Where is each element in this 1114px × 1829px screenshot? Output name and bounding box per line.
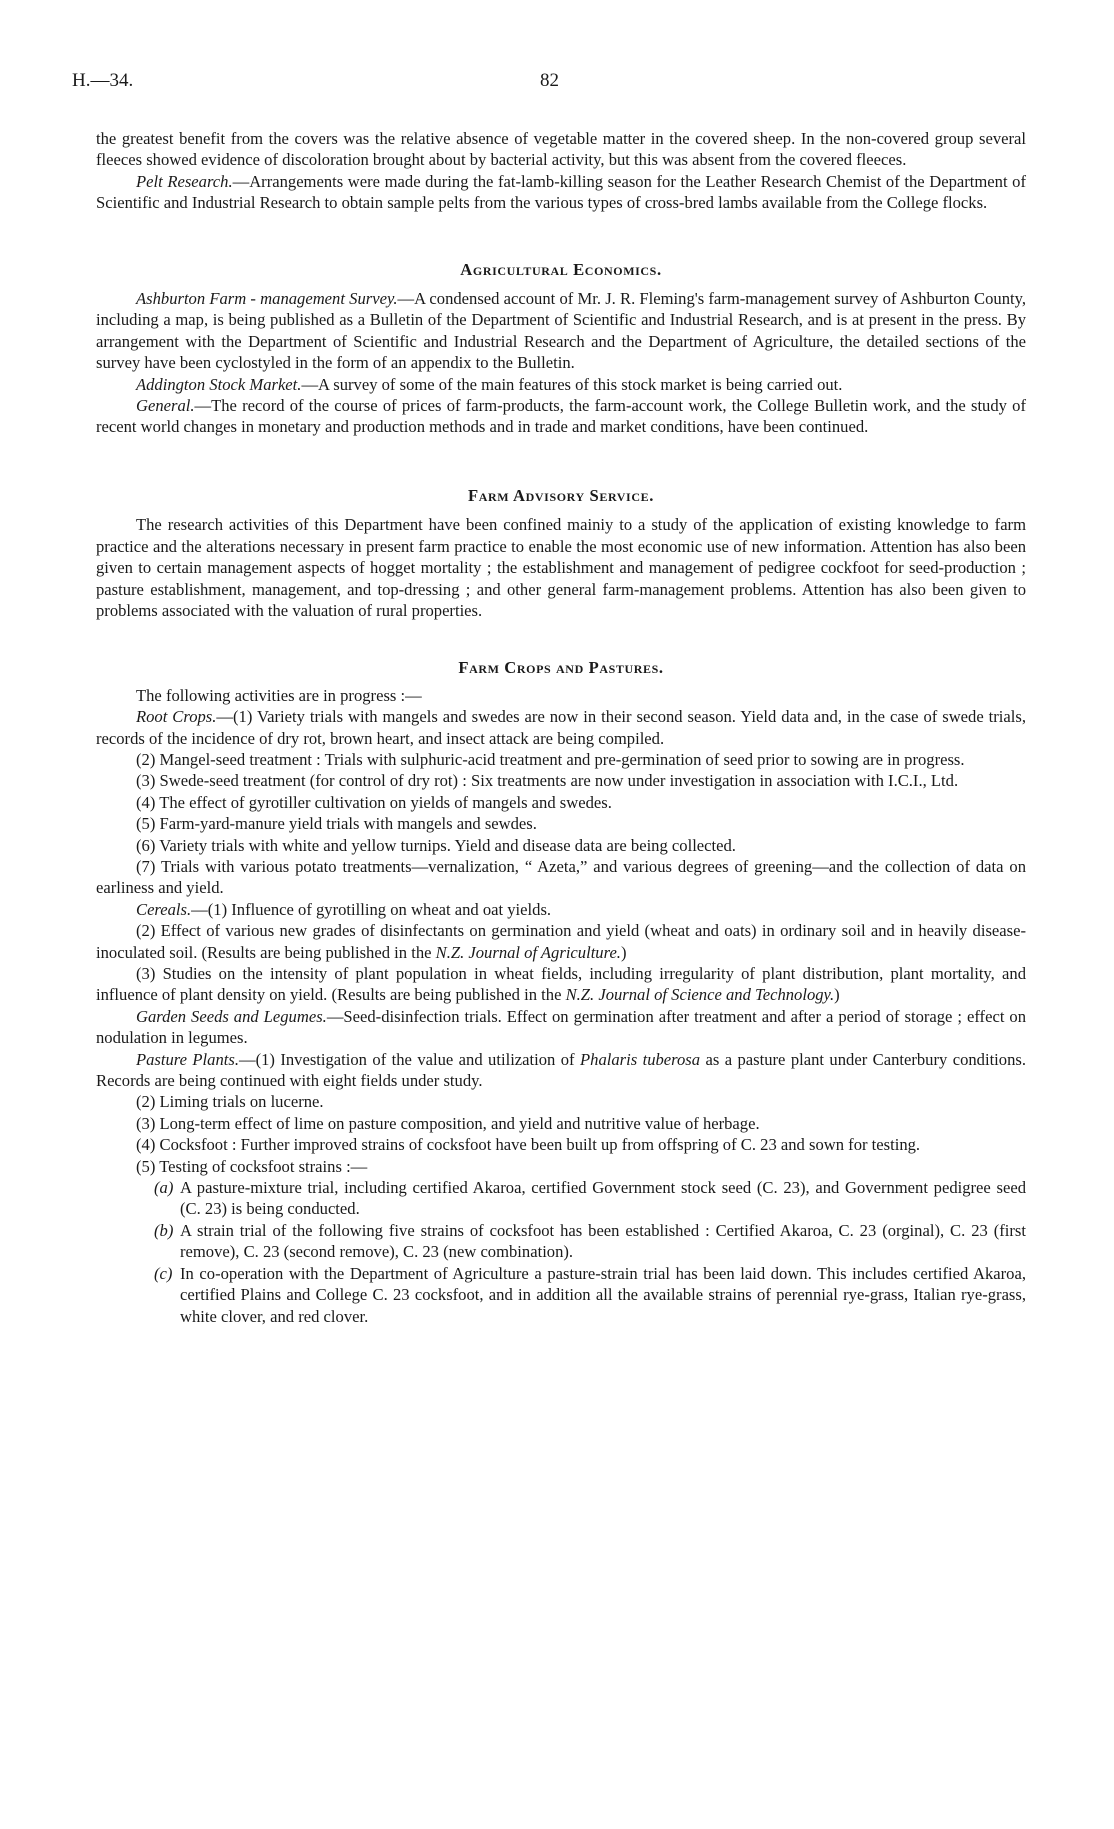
paragraph-root-crops-6: (6) Variety trials with white and yellow turnips. Yield and disease data are being collected. [136,835,736,855]
cereals-2-close: ) [620,942,627,962]
paragraph-general [96,395,1026,438]
paragraph-ashburton-survey [96,288,1026,374]
sub-item-text: A strain trial of the following five strains of cocksfoot has been established : Certified Akaroa, C. 23 (orginal), C. 23 (first remove), C. 23 (second remove), C. 23 (new combination). [180,1220,1026,1262]
general-text: —The record of the course of prices of farm-products, the farm-account work, the College Bulletin work, and the study of recent world changes in monetary and production methods and in trade and market conditions, have been continued. [96,396,1026,437]
paragraph-root-crops-3: (3) Swede-seed treatment (for control of dry rot) : Six treatments are now under investigation in association with I.C.I., Ltd. [136,771,959,791]
report-reference: H.—34. [72,70,134,91]
general-title: General. [136,396,195,416]
paragraph-cereals-1 [96,899,1026,920]
paragraph-pasture-4: (4) Cocksfoot : Further improved strains of cocksfoot have been built up from offspring of C. 23 and sown for testing. [136,1135,921,1155]
sub-item-a [154,1177,1026,1220]
sub-item-b [154,1220,1026,1263]
garden-seeds-text: —Seed-disinfection trials. Effect on germination after treatment and after a period of storage ; effect on nodulation in legumes. [96,1006,1026,1048]
sub-item-label: (c) [154,1263,173,1283]
sub-item-label: (a) [154,1178,174,1198]
paragraph-farm-advisory: The research activities of this Department have been confined mainiy to a study of the application of existing knowledge to farm practice and the alterations necessary in present farm practice to enable the most economic use of new information. Attention has also been given to certain management aspects of hogget mortality ; the establishment and management of pedigree cockfoot for seed-production ; pasture establishment, management, and top-dressing ; and other general farm-management problems. Attention has also been given to problems associated with the valuation of rural properties. [96,515,1026,620]
sub-item-text: In co-operation with the Department of Agriculture a pasture-strain trial has been laid down. This includes certified Akaroa, certified Plains and College C. 23 cocksfoot, and in addition all the available strains of perennial rye-grass, Italian rye-grass, white clover, and red clover. [180,1263,1026,1326]
sub-item-c [154,1263,1026,1327]
ashburton-text: —A condensed account of Mr. J. R. Fleming's farm-management survey of Ashburton County, including a map, is being published as a Bulletin of the Department of Scientific and Industrial Research, and is at present in the press. By arrangement with the Department of Scientific and Industrial Research and the Department of Agriculture, the detailed sections of the survey have been cyclostyled in the form of an appendix to the Bulletin. [96,289,1026,373]
section-heading-agricultural-economics: Agricultural Economics. [460,259,662,279]
paragraph-activities-intro: The following activities are in progress :— [136,685,422,705]
sub-item-label: (b) [154,1220,174,1240]
journal-agriculture: N.Z. Journal of Agriculture. [435,942,621,962]
paragraph-cereals-2 [96,920,1026,963]
paragraph-garden-seeds [96,1006,1026,1049]
page-header [0,70,1114,100]
cereals-2-text: (2) Effect of various new grades of disinfectants on germination and yield (wheat and oats) in ordinary soil and in heavily disease-inoculated soil. (Results are being published in the [96,921,1026,962]
section-heading-farm-advisory-service: Farm Advisory Service. [468,485,654,505]
garden-seeds-title: Garden Seeds and Legumes. [136,1006,327,1026]
paragraph-root-crops-7: (7) Trials with various potato treatments—vernalization, “ Azeta,” and various degrees of greening—and the collection of data on earliness and yield. [96,856,1026,898]
paragraph-pasture-1 [96,1049,1026,1092]
addington-title: Addington Stock Market. [136,374,302,394]
pelt-research-text: —Arrangements were made during the fat-lamb-killing season for the Leather Research Chemist of the Department of Scientific and Industrial Research to obtain sample pelts from the various types of cross-bred lambs available from the College flocks. [96,171,1026,213]
page-number: 82 [540,70,559,91]
sub-item-text: A pasture-mixture trial, including certified Akaroa, certified Government stock seed (C. 23), and Government pedigree seed (C. 23) is being conducted. [180,1178,1026,1219]
section-heading-farm-crops: Farm Crops and Pastures. [458,658,664,678]
paragraph-root-crops-2: (2) Mangel-seed treatment : Trials with sulphuric-acid treatment and pre-germination of seed prior to sowing are in progress. [136,749,965,769]
paragraph-cereals-3 [96,963,1026,1006]
pasture-1-text-end: as a pasture plant under Canterbury conditions. Records are being continued with eight fields under study. [96,1049,1026,1091]
document-body [96,128,1026,1327]
pasture-plants-title: Pasture Plants. [136,1049,239,1069]
cereals-1-text: —(1) Influence of gyrotilling on wheat and oat yields. [191,899,552,919]
paragraph-root-crops-4: (4) The effect of gyrotiller cultivation on yields of mangels and swedes. [136,792,612,812]
root-crops-1-text: —(1) Variety trials with mangels and swedes are now in their second season. Yield data and, in the case of swede trials, records of the incidence of dry rot, brown heart, and insect attack are being compiled. [96,707,1026,748]
paragraph-pasture-2: (2) Liming trials on lucerne. [136,1092,324,1112]
paragraph-root-crops-1 [96,706,1026,749]
root-crops-title: Root Crops. [136,707,217,727]
cereals-title: Cereals. [136,899,192,919]
cereals-3-close: ) [834,985,840,1005]
paragraph-addington [96,374,1026,395]
pasture-1-text: —(1) Investigation of the value and utilization of [238,1049,581,1069]
addington-text: —A survey of some of the main features of this stock market is being carried out. [301,374,843,394]
paragraph-pasture-3: (3) Long-term effect of lime on pasture composition, and yield and nutritive value of herbage. [136,1113,760,1133]
ashburton-title: Ashburton Farm - management Survey. [136,289,398,309]
paragraph-pasture-5: (5) Testing of cocksfoot strains :— [136,1156,368,1176]
paragraph-pelt-research [96,171,1026,214]
pelt-research-title: Pelt Research. [136,171,233,191]
phalaris-species: Phalaris tuberosa [580,1049,701,1069]
paragraph-covers: the greatest benefit from the covers was the relative absence of vegetable matter in the covered sheep. In the non-covered group several fleeces showed evidence of discoloration brought about by bacterial activity, but this was absent from the covered fleeces. [96,129,1026,170]
journal-science: N.Z. Journal of Science and Technology. [565,985,835,1005]
cereals-3-text: (3) Studies on the intensity of plant population in wheat fields, including irregularity of plant distribution, plant mortality, and influence of plant density on yield. (Results are being published in the [96,964,1026,1005]
paragraph-root-crops-5: (5) Farm-yard-manure yield trials with mangels and sewdes. [136,814,537,834]
